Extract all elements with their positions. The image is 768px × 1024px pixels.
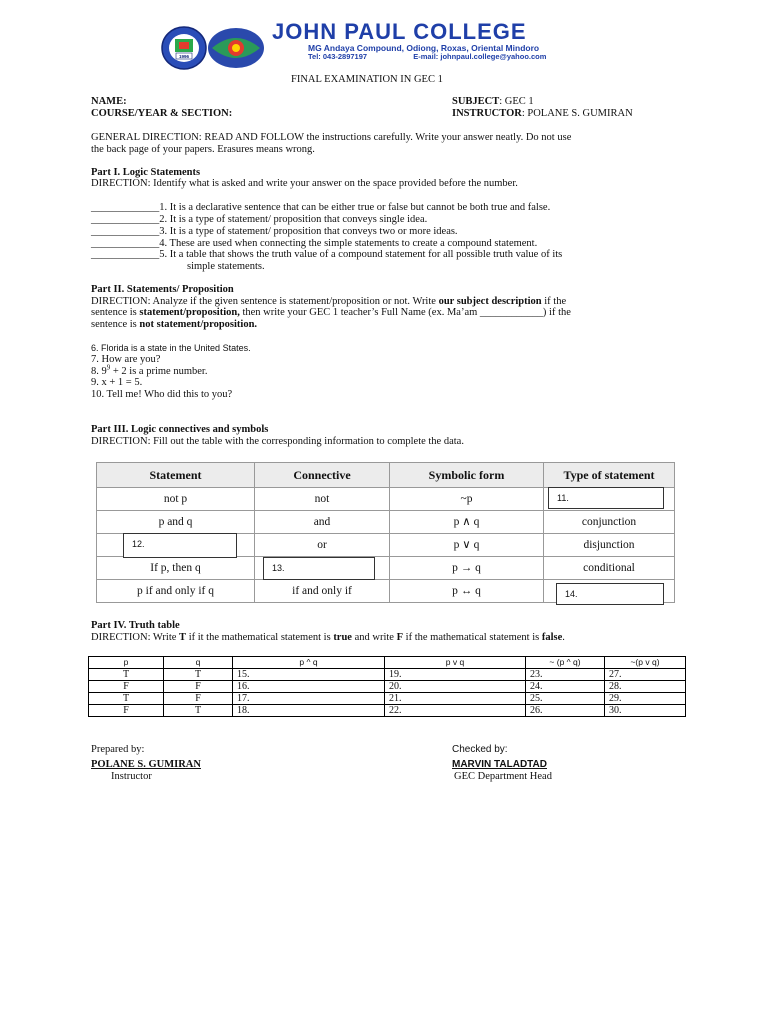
answer-cell[interactable]: 26.	[526, 705, 605, 717]
cell: T	[164, 669, 233, 681]
cell: p if and only if q	[97, 580, 255, 603]
part2-dir-bold: statement/proposition,	[139, 307, 240, 318]
answer-cell[interactable]: 30.	[605, 705, 686, 717]
answer-box-11[interactable]: 11.	[548, 487, 664, 509]
answer-cell[interactable]: 17.	[233, 693, 385, 705]
subject-label: SUBJECT	[452, 96, 500, 107]
cell: F	[164, 681, 233, 693]
question-8-base: 8. 9	[91, 366, 107, 377]
part1-item-2: _____________2. It is a type of statement/ proposition that conveys single idea.	[91, 214, 428, 225]
cell: disjunction	[544, 534, 675, 557]
col-connective: Connective	[255, 463, 390, 488]
part4-dir-bold: true	[333, 632, 352, 643]
cell: F	[89, 681, 164, 693]
part4-dir-text: and write	[351, 632, 397, 643]
part2-dir-bold: our subject description	[438, 296, 542, 307]
logo-year: 1996	[178, 54, 190, 59]
answer-cell[interactable]: 24.	[526, 681, 605, 693]
name-label: NAME:	[91, 96, 127, 107]
general-direction-2: the back page of your papers. Erasures means wrong.	[91, 144, 315, 155]
part1-item-5: _____________5. It a table that shows the truth value of a compound statement for all possible truth value of its	[91, 249, 563, 260]
answer-cell[interactable]: 29.	[605, 693, 686, 705]
checked-by-role: GEC Department Head	[454, 771, 552, 782]
college-email: E-mail: johnpaul.college@yahoo.com	[413, 52, 547, 61]
cell: T	[89, 669, 164, 681]
table-row	[97, 557, 675, 580]
answer-box-14[interactable]: 14.	[556, 583, 664, 605]
part4-dir-bold: T	[179, 632, 187, 643]
answer-box-13[interactable]: 13.	[263, 557, 375, 580]
part4-direction	[91, 632, 565, 644]
part2-dir-text: then write your GEC 1 teacher’s Full Name (ex. Ma’am ____________) if the	[239, 307, 571, 318]
answer-cell[interactable]: 15.	[233, 669, 385, 681]
part2-dir-bold: not statement/proposition.	[139, 319, 258, 330]
table-row	[89, 681, 686, 693]
cell: if and only if	[255, 580, 390, 603]
college-tel: Tel: 043-2897197	[308, 52, 368, 61]
cell: conjunction	[544, 511, 675, 534]
part1-item-3: _____________3. It is a type of statement/ proposition that conveys two or more ideas.	[91, 226, 458, 237]
cell: p ∨ q	[390, 534, 544, 557]
col-symbolic-form: Symbolic form	[390, 463, 544, 488]
part4-dir-bold: F	[396, 632, 404, 643]
answer-cell[interactable]: 21.	[385, 693, 526, 705]
checked-by-name: MARVIN TALADTAD	[452, 759, 547, 770]
col-not-p-or-q: ~(p v q)	[605, 657, 686, 669]
prepared-by-name: POLANE S. GUMIRAN	[91, 759, 201, 770]
college-logo	[160, 26, 266, 70]
answer-cell[interactable]: 27.	[605, 669, 686, 681]
col-p: p	[89, 657, 164, 669]
col-p-and-q: p ^ q	[233, 657, 385, 669]
cell: T	[89, 693, 164, 705]
cell: T	[164, 705, 233, 717]
part1-item-5-cont: simple statements.	[187, 261, 265, 272]
cell: F	[89, 705, 164, 717]
cell: p → q	[390, 557, 544, 580]
question-6: 6. Florida is a state in the United States.	[91, 343, 251, 353]
cell: ~p	[390, 488, 544, 511]
cell: p ∧ q	[390, 511, 544, 534]
prepared-by-label: Prepared by:	[91, 744, 145, 755]
exam-title: FINAL EXAMINATION IN GEC 1	[291, 74, 443, 85]
instructor-line	[452, 108, 633, 120]
part4-dir-bold: false	[541, 632, 563, 643]
part2-dir-text: sentence is	[91, 307, 140, 318]
course-label: COURSE/YEAR & SECTION:	[91, 108, 233, 119]
answer-cell[interactable]: 20.	[385, 681, 526, 693]
subject-value: : GEC 1	[499, 96, 534, 107]
cell: conditional	[544, 557, 675, 580]
answer-cell[interactable]: 25.	[526, 693, 605, 705]
part1-item-4: _____________4. These are used when connecting the simple statements to create a compound statement.	[91, 238, 538, 249]
checked-by-label: Checked by:	[452, 744, 508, 755]
truth-header-row	[89, 657, 686, 669]
cell: or	[255, 534, 390, 557]
part2-dir-text: sentence is	[91, 319, 140, 330]
part4-dir-text: if the mathematical statement is	[403, 632, 542, 643]
answer-cell[interactable]: 28.	[605, 681, 686, 693]
college-name: JOHN PAUL COLLEGE	[272, 19, 527, 44]
cell: p and q	[97, 511, 255, 534]
part2-dir-text: if the	[541, 296, 567, 307]
question-8-exponent: 9	[106, 363, 111, 372]
question-7: 7. How are you?	[91, 354, 161, 365]
cell: If p, then q	[97, 557, 255, 580]
col-p-or-q: p v q	[385, 657, 526, 669]
part1-direction: DIRECTION: Identify what is asked and write your answer on the space provided before the number.	[91, 178, 518, 189]
question-8-rest: + 2 is a prime number.	[110, 366, 208, 377]
part3-direction: DIRECTION: Fill out the table with the corresponding information to complete the data.	[91, 436, 464, 447]
table-row	[89, 693, 686, 705]
table-row	[89, 705, 686, 717]
truth-table	[88, 656, 686, 717]
table-row	[97, 511, 675, 534]
cell: F	[164, 693, 233, 705]
instructor-value: : POLANE S. GUMIRAN	[521, 108, 633, 119]
col-q: q	[164, 657, 233, 669]
cell: p ↔ q	[390, 580, 544, 603]
instructor-label: INSTRUCTOR	[452, 108, 522, 119]
college-contact	[308, 52, 546, 61]
part1-title: Part I. Logic Statements	[91, 167, 201, 178]
subject-line	[452, 96, 534, 108]
cell: not	[255, 488, 390, 511]
table-row	[89, 669, 686, 681]
prepared-by-role: Instructor	[111, 771, 152, 782]
question-9: 9. x + 1 = 5.	[91, 377, 143, 388]
part2-direction-3	[91, 319, 257, 331]
answer-box-12[interactable]: 12.	[123, 533, 237, 558]
answer-cell[interactable]: 16.	[233, 681, 385, 693]
cell	[97, 488, 255, 511]
cell-text: not p	[163, 493, 188, 505]
part1-item-1: _____________1. It is a declarative sentence that can be either true or false but cannot be both true and false.	[91, 202, 551, 213]
answer-cell[interactable]: 23.	[526, 669, 605, 681]
part2-title: Part II. Statements/ Proposition	[91, 284, 234, 295]
connectives-header-row	[97, 463, 675, 488]
col-type-of-statement: Type of statement	[544, 463, 675, 488]
question-10: 10. Tell me! Who did this to you?	[91, 389, 233, 400]
general-direction-1: GENERAL DIRECTION: READ AND FOLLOW the instructions carefully. Write your answer neatly. Do not use	[91, 132, 572, 143]
answer-cell[interactable]: 18.	[233, 705, 385, 717]
part3-title: Part III. Logic connectives and symbols	[91, 424, 269, 435]
part2-direction-2	[91, 307, 571, 319]
cell: and	[255, 511, 390, 534]
answer-cell[interactable]: 19.	[385, 669, 526, 681]
part4-dir-text: if it the mathematical statement is	[186, 632, 334, 643]
col-statement: Statement	[97, 463, 255, 488]
part2-dir-text: DIRECTION: Analyze if the given sentence is statement/proposition or not. Write	[91, 296, 439, 307]
answer-cell[interactable]: 22.	[385, 705, 526, 717]
part4-dir-text: .	[562, 632, 565, 643]
part4-dir-text: DIRECTION: Write	[91, 632, 180, 643]
col-not-p-and-q: ~ (p ^ q)	[526, 657, 605, 669]
part4-title: Part IV. Truth table	[91, 620, 180, 631]
college-address: MG Andaya Compound, Odiong, Roxas, Oriental Mindoro	[308, 43, 540, 53]
